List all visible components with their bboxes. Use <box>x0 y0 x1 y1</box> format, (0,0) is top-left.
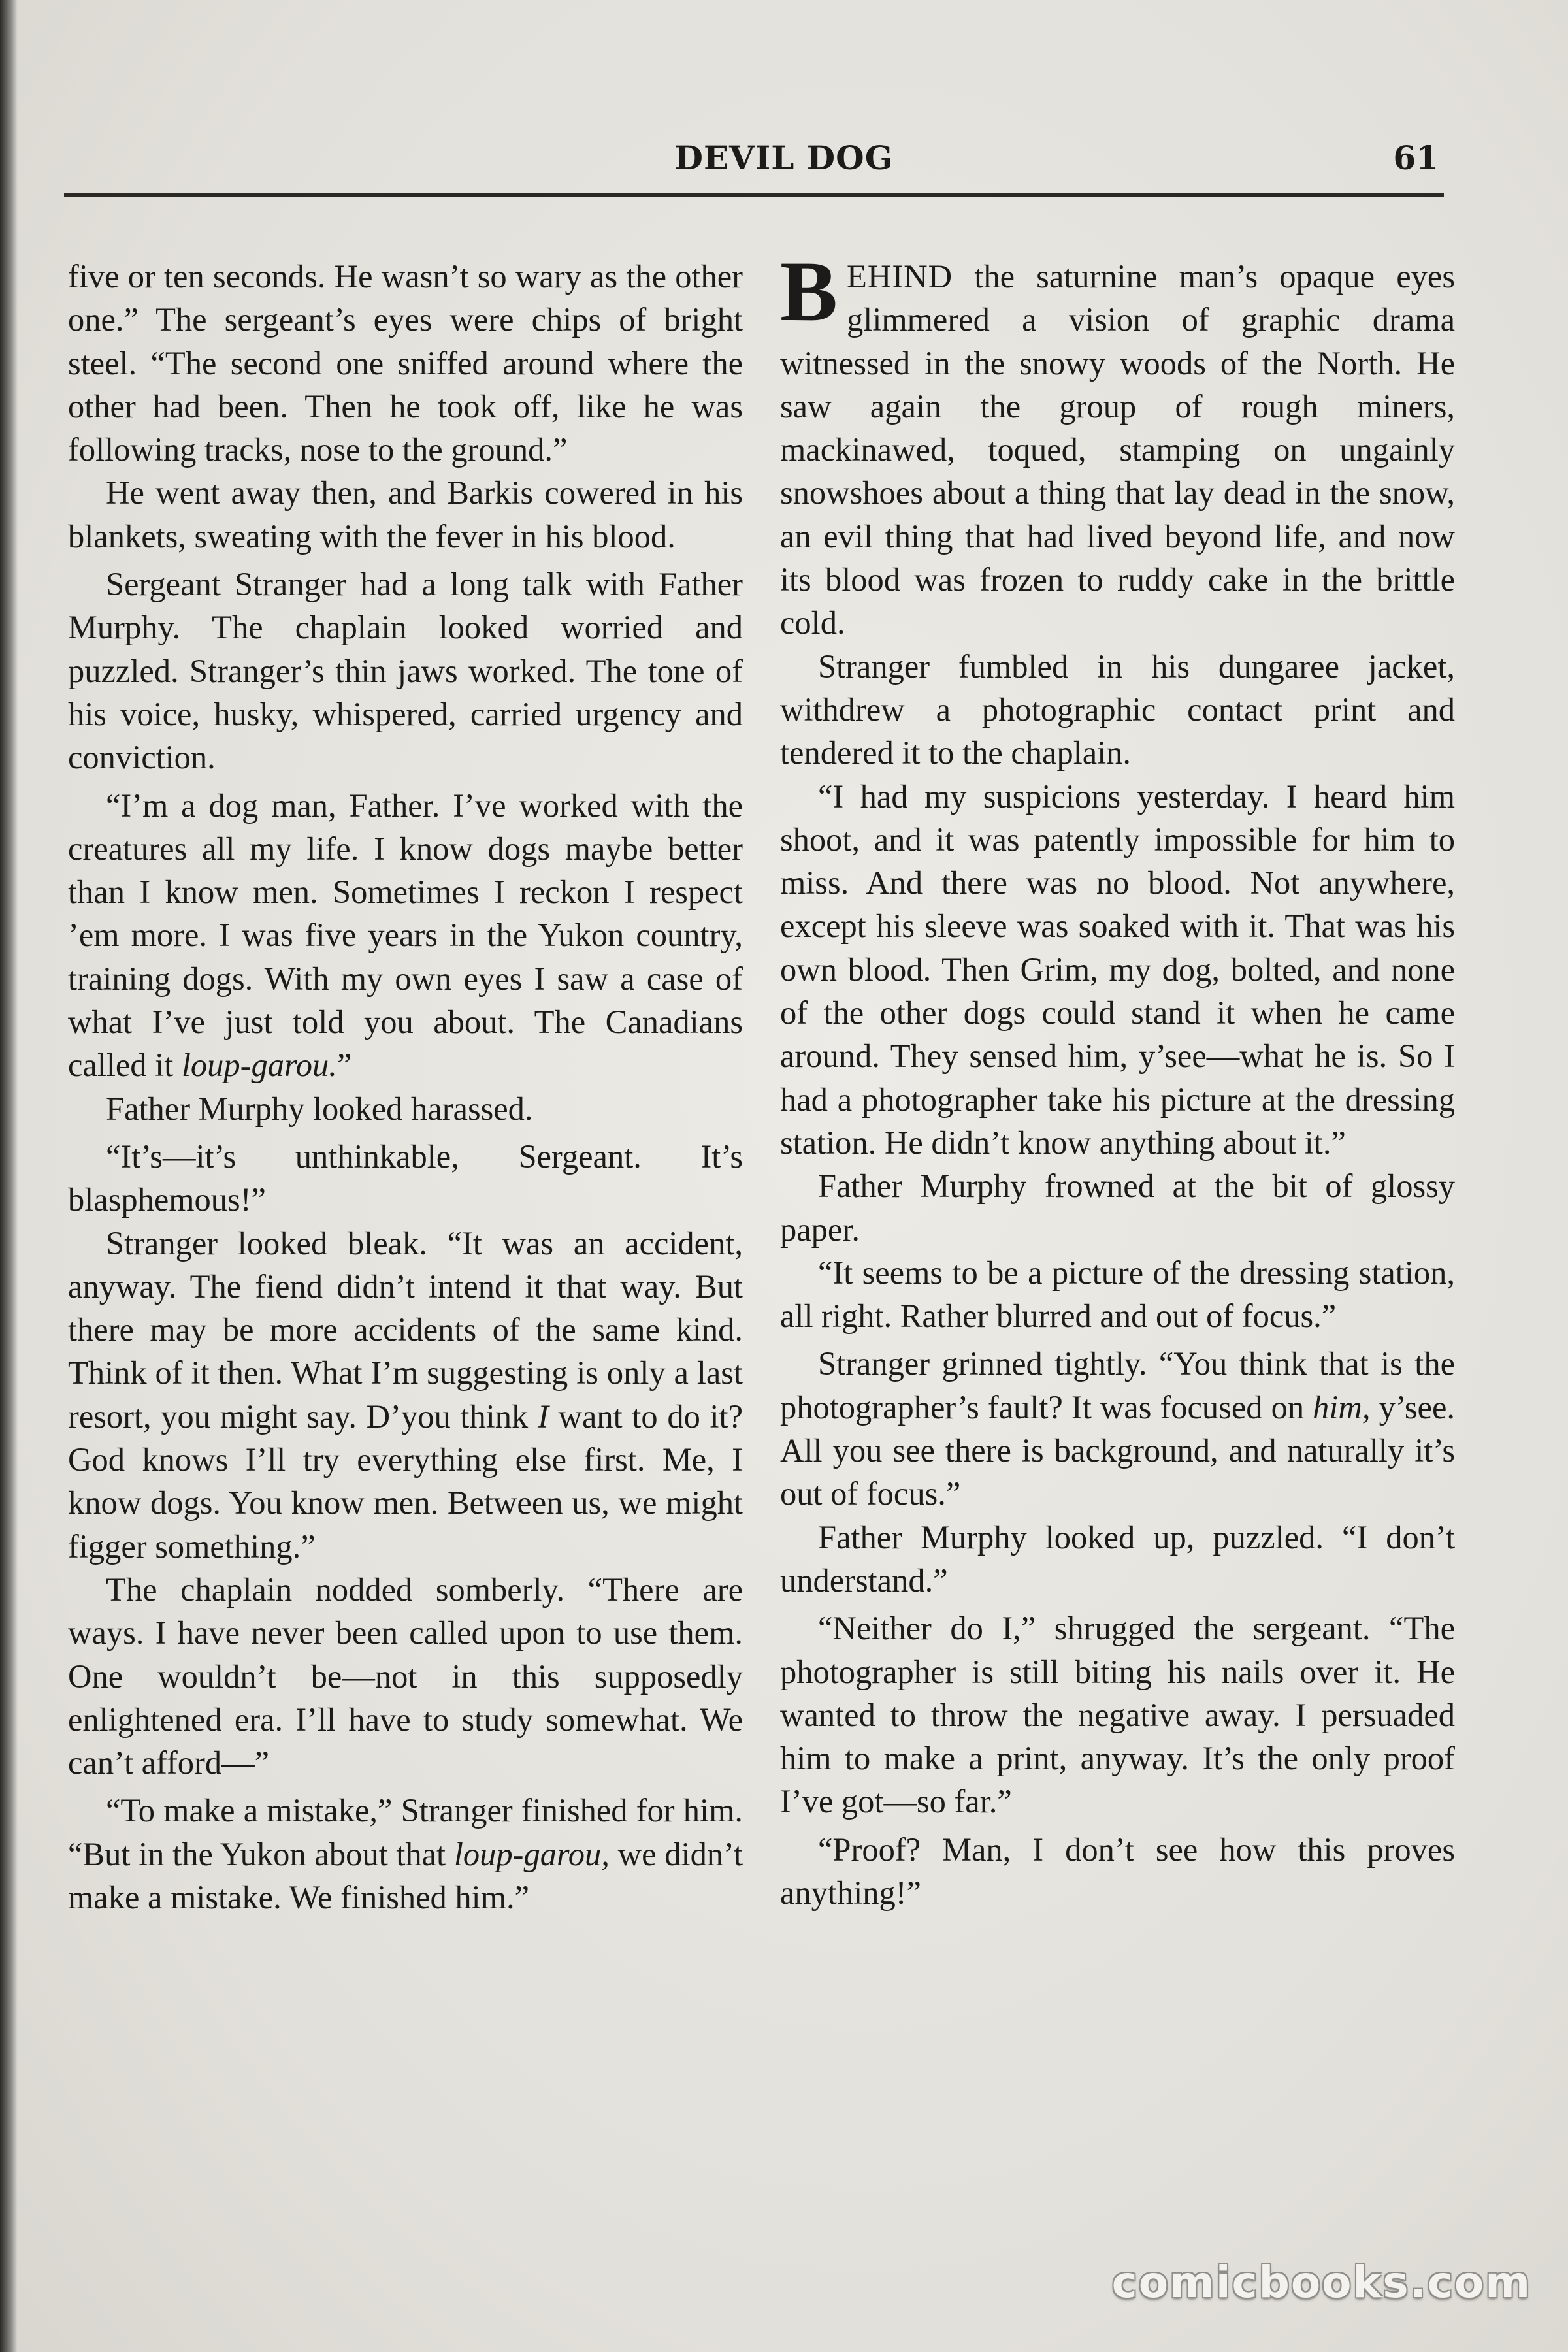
paragraph: He went away then, and Barkis cowered in his blankets, sweating with the fever in his blood. <box>68 474 743 555</box>
paragraph: Father Murphy looked harassed. <box>106 1090 533 1127</box>
paragraph: Sergeant Stranger had a long talk with Father Murphy. The chaplain looked worried and puzzled. Stranger’s thin jaws worked. The tone of his voice, husky, whispered, carried urgency and conviction. <box>68 566 743 776</box>
paragraph: “It seems to be a picture of the dressing station, all right. Rather blurred and out of focus.” <box>780 1254 1455 1335</box>
paragraph: Father Murphy frowned at the bit of glossy paper. <box>780 1168 1455 1248</box>
paragraph: “Proof? Man, I don’t see how this proves anything!” <box>780 1831 1455 1911</box>
drop-cap: B <box>780 243 838 339</box>
paragraph: BEHIND the saturnine man’s opaque eyes glimmered a vision of graphic drama witnessed in the snowy woods of the North. He saw again the group of rough miners, mackinawed, toqued, stamping on ungainly snowshoes about a thing that lay dead in the snow, an evil thing that had lived beyond life, and now its blood was frozen to ruddy cake in the brittle cold. <box>780 243 1456 642</box>
paragraph: Stranger grinned tightly. “You think that is the photographer’s fault? It was focused on him, y’see. All you see there is background, and naturally it’s out of focus.” <box>780 1345 1455 1512</box>
paragraph: Stranger fumbled in his dungaree jacket, withdrew a photographic contact print and tendered it to the chaplain. <box>780 647 1455 772</box>
running-head <box>0 139 1568 184</box>
paragraph: “It’s—it’s unthinkable, Sergeant. It’s blasphemous!” <box>68 1137 743 1218</box>
paragraph: The chaplain nodded somberly. “There are ways. I have never been called upon to use them. One wouldn’t be—not in this supposedly enlightened era. I’ll have to study somewhat. We can’t afford—” <box>68 1571 743 1782</box>
paragraph: “Neither do I,” shrugged the sergeant. “The photographer is still biting his nails over it. He wanted to throw the negative away. I persuaded him to make a print, anyway. It’s the only proof I’ve got—so far.” <box>780 1610 1455 1820</box>
book-binding-edge <box>0 0 18 2352</box>
paragraph: Stranger looked bleak. “It was an accident, anyway. The fiend didn’t intend it that way. But there may be more accidents of the same kind. Think of it then. What I’m suggesting is only a last resort, you might say. D’you think I want to do it? God knows I’ll try everything else first. Me, I know dogs. You know men. Between us, we might figger something.” <box>68 1224 743 1565</box>
running-head-title: DEVIL DOG <box>674 139 894 177</box>
paragraph: five or ten seconds. He wasn’t so wary as the other one.” The sergeant’s eyes were chips of bright steel. “The second one sniffed around where the other had been. Then he took off, like he was following tracks, nose to the ground.” <box>68 258 743 468</box>
right-column <box>780 243 1456 1914</box>
paragraph: “I had my suspicions yesterday. I heard him shoot, and it was patently impossible for him to miss. And there was no blood. Not anywhere, except his sleeve was soaked with it. That was his own blood. Then Grim, my dog, bolted, and none of the other dogs could stand it when he came around. They sensed him, y’see—what he is. So I had a photographer take his picture at the dressing station. He didn’t know anything about it.” <box>780 777 1455 1161</box>
paragraph: Father Murphy looked up, puzzled. “I don’t understand.” <box>780 1518 1455 1599</box>
watermark-logo: comicbooks.com <box>1111 2257 1531 2308</box>
italic-term: him, <box>1313 1388 1371 1426</box>
italic-term: loup-garou. <box>181 1047 337 1084</box>
small-caps-lead: EHIND <box>847 258 953 295</box>
paragraph: “To make a mistake,” Stranger finished for him. “But in the Yukon about that loup-garou, we didn’t make a mistake. We finished him.” <box>68 1792 743 1916</box>
header-rule <box>64 193 1444 197</box>
italic-term: I <box>537 1397 549 1435</box>
page-number: 61 <box>1393 139 1439 177</box>
left-column <box>68 255 743 1919</box>
paragraph: “I’m a dog man, Father. I’ve worked with the creatures all my life. I know dogs maybe better than I know men. Sometimes I reckon I respect ’em more. I was five years in the Yukon country, training dogs. With my own eyes I saw a case of what I’ve just told you about. The Canadians called it loup-garou.” <box>68 787 743 1084</box>
italic-term: loup-garou, <box>453 1835 610 1872</box>
